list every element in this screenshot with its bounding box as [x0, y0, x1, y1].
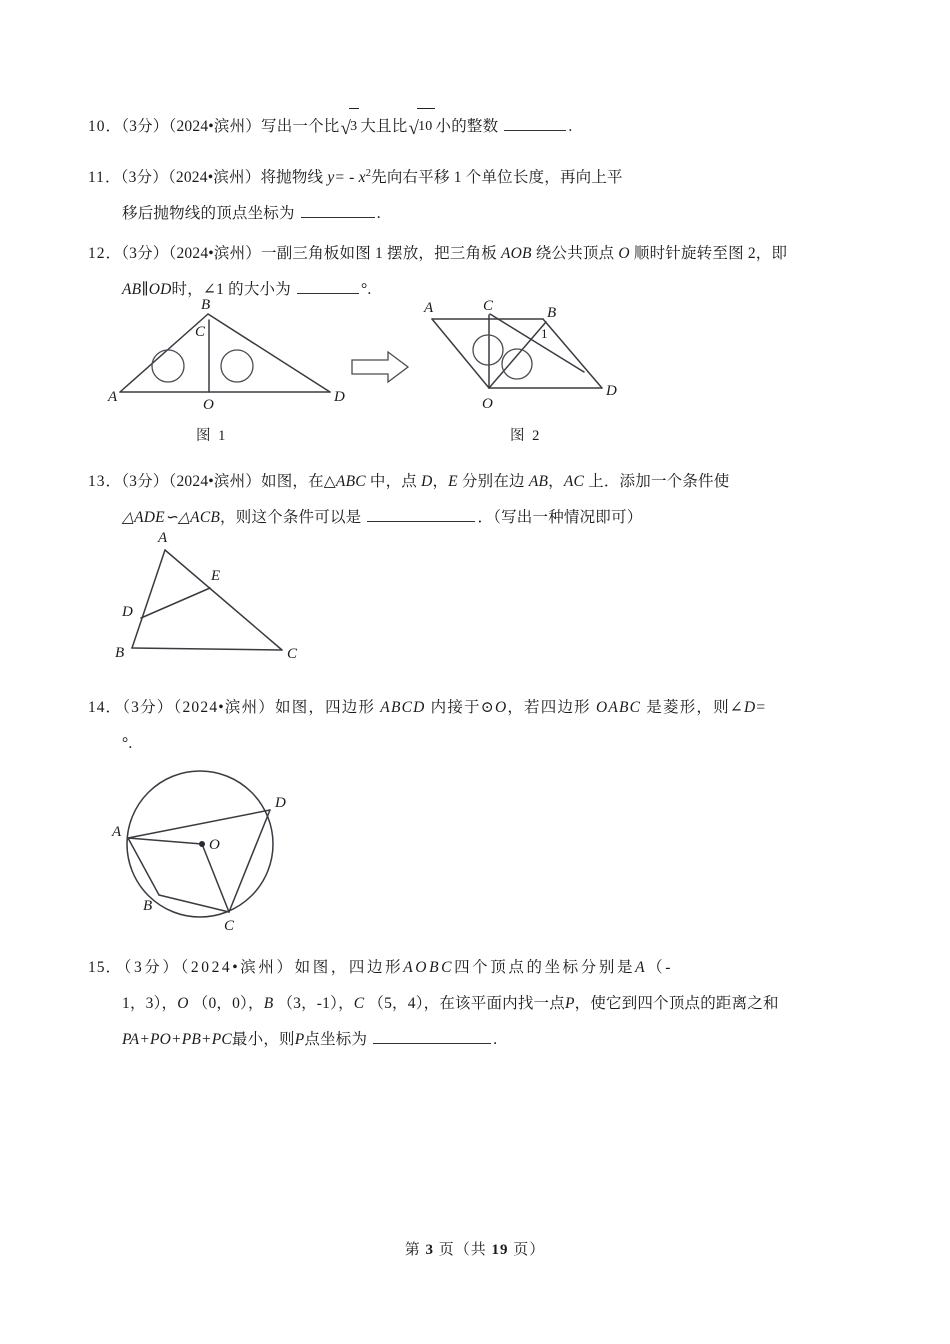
question-13-text-e: ，则这个条件可以是	[220, 509, 362, 526]
question-10-marks: （3分）	[121, 118, 169, 135]
question-10-text-a: 写出一个比	[261, 118, 340, 135]
fig2-label-C: C	[483, 298, 494, 314]
q13-line-BC	[132, 648, 282, 650]
question-10-text-c: 小的整数	[435, 118, 499, 135]
sqrt-3: √3	[341, 108, 360, 147]
question-13	[88, 464, 878, 536]
q13-label-B: B	[115, 645, 125, 661]
point-o: O	[177, 995, 189, 1012]
question-12-degree: °.	[361, 281, 372, 298]
question-13-number: 13	[88, 473, 106, 490]
question-12-number: 12	[88, 245, 106, 262]
fig1-hole-right	[221, 350, 253, 382]
segment-ac: AC	[563, 473, 585, 490]
question-12-text-d: 时，∠1 的大小为	[171, 281, 291, 298]
answer-blank[interactable]	[301, 204, 375, 218]
q13-label-D: D	[122, 604, 133, 620]
fig2-label-angle-1: 1	[541, 326, 548, 341]
right-arrow-icon	[352, 352, 408, 382]
question-11-text-b: 先向右平移 1 个单位长度，再向上平	[371, 169, 623, 187]
point-b: B	[263, 995, 274, 1012]
question-15-text-e: （0，0），	[192, 995, 264, 1012]
question-12-marks: （3分）	[121, 245, 169, 262]
question-13-text-d: 上．添加一个条件使	[588, 473, 730, 490]
question-12-text-c: 顺时针旋转至图 2，即	[633, 245, 788, 262]
q14-chord-BC	[159, 895, 229, 912]
question-15-marks: （3分）	[123, 959, 181, 976]
footer-page-number: 3	[425, 1242, 434, 1258]
footer-middle: 页（共	[438, 1242, 487, 1258]
fig2-line-C-hyp	[490, 314, 584, 372]
fig1-label-O: O	[203, 397, 214, 413]
q14-chord-AD	[128, 810, 270, 838]
fig1-line-BD	[208, 314, 330, 392]
point-a: A	[635, 959, 648, 976]
question-11-line-2	[88, 196, 878, 232]
footer-suffix: 页）	[513, 1242, 546, 1258]
fig1-hole-left	[152, 350, 184, 382]
question-13-marks: （3分）	[121, 473, 169, 490]
distance-sum-expression: PA+PO+PB+PC	[122, 1031, 232, 1048]
question-13-source: （2024•滨州）	[168, 473, 261, 490]
fig2-label-O: O	[482, 396, 493, 412]
vertex-o-name: O	[618, 245, 630, 262]
question-13-comma-2: ，	[548, 473, 564, 490]
fig2-label-A: A	[424, 300, 434, 316]
point-c: C	[353, 995, 365, 1012]
question-14-line-2	[88, 726, 878, 762]
question-12-text-a: 一副三角板如图 1 摆放，把三角板	[261, 245, 497, 262]
question-15-line-1: 15．（3分）（2024•滨州）如图，四边形AOBC四个顶点的坐标分别是A（-	[88, 959, 674, 976]
radical-sign-icon: √	[408, 118, 420, 139]
question-15-text-i: 最小，则	[231, 1031, 295, 1048]
question-13-text-a: 如图，在△	[261, 473, 336, 490]
q13-label-E: E	[211, 568, 221, 584]
figure-1-triangles	[108, 296, 353, 416]
fig2-label-B: B	[547, 305, 557, 321]
q14-chord-AB	[128, 838, 159, 895]
fig1-label-B: B	[201, 297, 211, 313]
question-15-line-2	[88, 986, 878, 1022]
segment-ab: AB	[122, 281, 142, 298]
q14-label-B: B	[143, 898, 153, 914]
question-14-line-1: 14．（3分）（2024•滨州）如图，四边形 ABCD 内接于⊙O，若四边形 OABC 是菱形，则∠D=	[88, 699, 767, 716]
question-11-text-a: 将抛物线	[260, 169, 324, 187]
question-15-number: 15	[88, 959, 106, 976]
question-14-text-c: ，若四边形	[507, 699, 591, 716]
question-15-text-f: （3，-1），	[277, 995, 354, 1012]
fig2-hole-left	[473, 335, 503, 365]
question-13-text-b: 中，点	[369, 473, 417, 490]
q14-radius-AO	[128, 838, 202, 844]
point-p: P	[564, 995, 575, 1012]
question-11-line-1: 11．（3分）（2024•滨州）将抛物线 $y= - x^2$先向右平移 1 个单位长度，再向上平	[88, 168, 623, 187]
answer-blank[interactable]	[367, 508, 475, 522]
question-15-text-a: 如图，四边形	[294, 959, 404, 976]
question-13-line-1: 13．（3分）（2024•滨州）如图，在△ABC 中，点 D，E 分别在边 AB，AC 上．添加一个条件使	[88, 473, 730, 490]
fig1-label-D: D	[334, 389, 345, 405]
figure-2-caption: 图 2	[510, 428, 542, 444]
question-12-source: （2024•滨州）	[168, 245, 261, 262]
question-15-source: （2024•滨州）	[180, 959, 295, 976]
q14-label-A: A	[112, 824, 122, 840]
quad-aobc: AOBC	[403, 959, 455, 976]
question-14-source: （2024•滨州）	[173, 699, 275, 716]
point-e: E	[448, 473, 458, 490]
parallel-symbol-icon: ∥	[141, 281, 149, 298]
q14-center-point	[199, 841, 205, 847]
fig2-label-D: D	[606, 383, 617, 399]
question-11-source: （2024•滨州）	[167, 169, 261, 187]
similarity-statement: △ADE∽△ACB	[122, 509, 221, 526]
question-14-number: 14	[88, 699, 106, 716]
q14-label-O: O	[209, 837, 220, 853]
q13-label-A: A	[158, 530, 168, 546]
question-11-marks: （3分）	[120, 169, 168, 187]
question-11-number: 11	[88, 169, 105, 187]
question-11-tail: .	[376, 205, 381, 223]
radical-sign-icon: √	[340, 118, 352, 139]
question-15-text-c: （-	[647, 959, 674, 976]
question-15-text-d: 1，3），	[122, 995, 178, 1012]
question-14-text-b: 内接于⊙	[430, 699, 495, 716]
question-14-text-d: 是菱形，则∠	[646, 699, 744, 716]
question-14-equals: =	[756, 699, 767, 716]
question-15	[88, 950, 878, 1058]
fig2-line-AO	[432, 319, 489, 388]
triangle-abc: ABC	[335, 473, 366, 490]
footer-prefix: 第	[404, 1242, 421, 1258]
question-15-line-3	[88, 1022, 878, 1058]
question-15-text-j: 点坐标为	[304, 1031, 368, 1048]
q14-label-C: C	[224, 918, 235, 934]
answer-blank[interactable]	[504, 117, 566, 131]
segment-ab: AB	[528, 473, 549, 490]
sqrt-10: √10	[408, 108, 434, 147]
question-12-line-1: 12．（3分）（2024•滨州）一副三角板如图 1 摆放，把三角板 AOB 绕公共顶点 O 顺时针旋转至图 2，即	[88, 245, 788, 262]
figure-1-caption: 图 1	[196, 428, 228, 444]
question-14-text-a: 如图，四边形	[275, 699, 376, 716]
formula-exponent: 2	[365, 168, 372, 179]
question-10-source: （2024•滨州）	[168, 118, 261, 135]
q14-radius-OC	[202, 844, 229, 912]
formula-minus: -	[349, 169, 355, 187]
question-15-text-h: ，使它到四个顶点的距离之和	[574, 995, 779, 1012]
page-footer	[0, 1238, 950, 1259]
point-p-2: P	[294, 1031, 305, 1048]
point-d: D	[421, 473, 433, 490]
circle-o: O	[494, 699, 508, 716]
figure-q13-triangle	[110, 530, 310, 665]
figure-q14-circle	[112, 764, 307, 934]
question-12-text-b: 绕公共顶点	[535, 245, 615, 262]
question-15-tail: .	[493, 1031, 498, 1048]
formula-x: x	[358, 169, 366, 187]
question-14-marks: （3分）	[122, 699, 174, 716]
question-10-tail: .	[568, 118, 573, 135]
transform-arrow	[350, 350, 412, 384]
answer-blank[interactable]	[373, 1030, 491, 1044]
question-10-number: 10	[88, 118, 106, 135]
answer-blank[interactable]	[297, 280, 359, 294]
q13-line-AB	[132, 550, 165, 648]
question-11-text-c: 移后抛物线的顶点坐标为	[122, 205, 295, 223]
segment-od: OD	[148, 281, 172, 298]
question-11	[88, 156, 878, 232]
fig1-label-A: A	[108, 389, 118, 405]
figure-2-triangles	[424, 300, 624, 415]
triangle-aob-name: AOB	[500, 245, 532, 262]
question-13-text-c: 分别在边	[461, 473, 525, 490]
q14-label-D: D	[275, 795, 286, 811]
question-15-text-b: 四个顶点的坐标分别是	[454, 959, 636, 976]
quad-oabc: OABC	[595, 699, 642, 716]
fig1-label-C: C	[195, 324, 206, 340]
fig2-hole-right	[502, 349, 532, 379]
question-15-text-g: （5，4），在该平面内找一点	[368, 995, 565, 1012]
footer-total-pages: 19	[491, 1242, 509, 1258]
question-14-degree: °.	[122, 735, 133, 752]
quad-abcd: ABCD	[380, 699, 426, 716]
angle-d: D	[744, 699, 757, 716]
fig2-line-BD	[543, 319, 602, 388]
formula-y: y=	[327, 169, 346, 187]
q13-label-C: C	[287, 646, 298, 662]
fig2-line-O-diag	[489, 322, 546, 388]
question-10-text-b: 大且比	[360, 118, 408, 135]
question-14	[88, 690, 878, 762]
question-13-comma-1: ，	[432, 473, 449, 490]
question-13-text-f: ．（写出一种情况即可）	[477, 509, 643, 526]
question-10-line-1: 10．（3分）（2024•滨州）写出一个比√3 大且比√10 小的整数 .	[88, 108, 878, 147]
question-10	[88, 108, 878, 147]
